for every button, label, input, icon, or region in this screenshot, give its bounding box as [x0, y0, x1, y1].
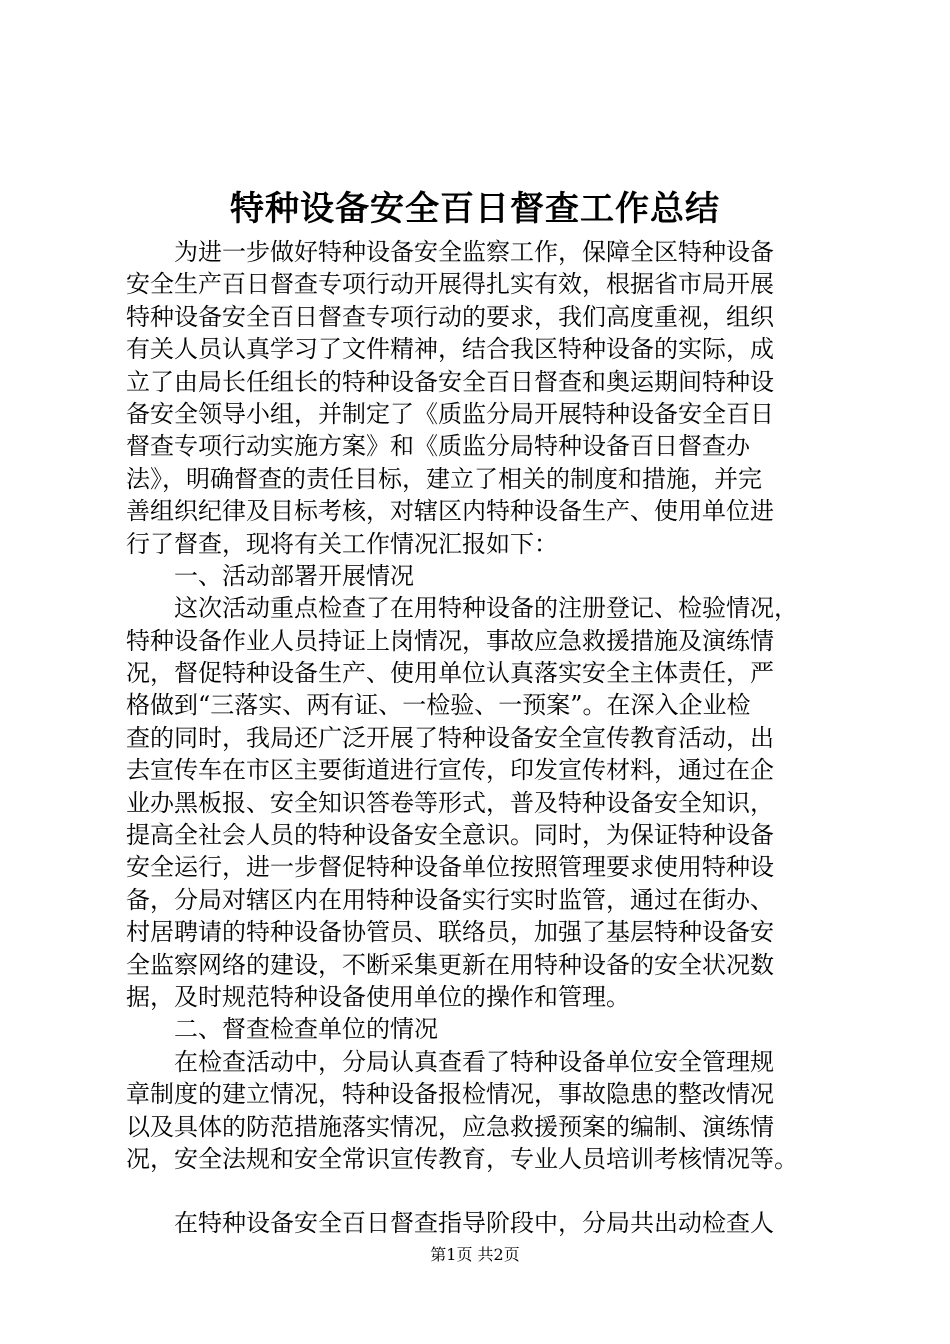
text-line: 安全运行，进一步督促特种设备单位按照管理要求使用特种设	[126, 853, 774, 882]
text-line: 村居聘请的特种设备协管员、联络员，加强了基层特种设备安	[126, 918, 774, 947]
text-line: 查的同时，我局还广泛开展了特种设备安全宣传教育活动，出	[126, 723, 774, 752]
text-line: 安全生产百日督查专项行动开展得扎实有效，根据省市局开展	[126, 270, 774, 299]
text-line: 况，安全法规和安全常识宣传教育，专业人员培训考核情况等。	[126, 1144, 798, 1173]
text-line: 这次活动重点检查了在用特种设备的注册登记、检验情况，	[126, 594, 798, 623]
text-line: 在特种设备安全百日督查指导阶段中，分局共出动检查人	[126, 1209, 774, 1238]
text-line: 章制度的建立情况，特种设备报检情况，事故隐患的整改情况	[126, 1080, 774, 1109]
text-line: 业办黑板报、安全知识答卷等形式，普及特种设备安全知识，	[126, 788, 774, 817]
text-line: 在检查活动中，分局认真查看了特种设备单位安全管理规	[126, 1047, 774, 1076]
text-line: 善组织纪律及目标考核，对辖区内特种设备生产、使用单位进	[126, 497, 774, 526]
text-line: 全监察网络的建设，不断采集更新在用特种设备的安全状况数	[126, 950, 774, 979]
text-line: 督查专项行动实施方案》和《质监分局特种设备百日督查办	[126, 432, 750, 461]
document-title: 特种设备安全百日督查工作总结	[230, 189, 720, 229]
text-line: 为进一步做好特种设备安全监察工作，保障全区特种设备	[126, 238, 774, 266]
text-line: 立了由局长任组长的特种设备安全百日督查和奥运期间特种设	[126, 367, 774, 396]
document-body	[126, 236, 846, 1240]
text-line: 去宣传车在市区主要街道进行宣传，印发宣传材料，通过在企	[126, 756, 774, 785]
paragraph-gap	[126, 1175, 846, 1207]
text-line: 行了督查，现将有关工作情况汇报如下：	[126, 529, 558, 558]
text-line: 据，及时规范特种设备使用单位的操作和管理。	[126, 982, 630, 1011]
text-line: 格做到“三落实、两有证、一检验、一预案”。在深入企业检	[126, 691, 751, 720]
section-heading: 二、督查检查单位的情况	[126, 1015, 438, 1044]
text-line: 备，分局对辖区内在用特种设备实行实时监管，通过在街办、	[126, 885, 774, 914]
text-line: 以及具体的防范措施落实情况，应急救援预案的编制、演练情	[126, 1112, 774, 1141]
text-line: 提高全社会人员的特种设备安全意识。同时，为保证特种设备	[126, 821, 774, 850]
page-number: 第1页 共2页	[430, 1245, 520, 1264]
text-line: 法》，明确督查的责任目标，建立了相关的制度和措施，并完	[126, 464, 762, 493]
section-heading: 一、活动部署开展情况	[126, 561, 414, 590]
text-line: 况，督促特种设备生产、使用单位认真落实安全主体责任，严	[126, 659, 774, 688]
text-line: 备安全领导小组，并制定了《质监分局开展特种设备安全百日	[126, 399, 774, 428]
text-line: 特种设备作业人员持证上岗情况，事故应急救援措施及演练情	[126, 626, 774, 655]
text-line: 特种设备安全百日督查专项行动的要求，我们高度重视，组织	[126, 302, 774, 331]
text-line: 有关人员认真学习了文件精神，结合我区特种设备的实际，成	[126, 335, 774, 364]
